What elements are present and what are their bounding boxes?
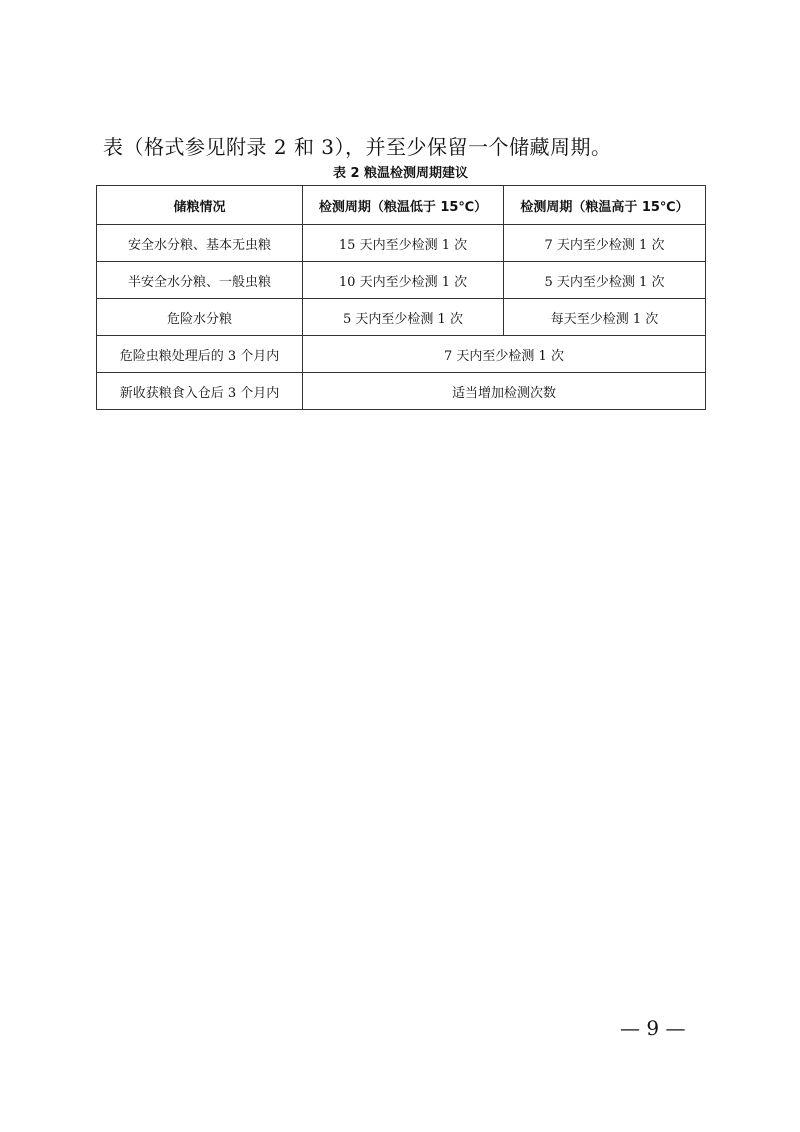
- table-row: [97, 262, 706, 299]
- table-caption: 表 2 粮温检测周期建议: [332, 166, 469, 181]
- table-row: [97, 336, 706, 373]
- storage-condition-cell: 新收获粮食入仓后 3 个月内: [97, 373, 303, 410]
- cycle-above-15c-cell: 5 天内至少检测 1 次: [504, 262, 706, 299]
- storage-condition-cell: 安全水分粮、基本无虫粮: [97, 225, 303, 262]
- cycle-above-15c-cell: 7 天内至少检测 1 次: [504, 225, 706, 262]
- storage-condition-cell: 危险水分粮: [97, 299, 303, 336]
- header-storage-condition: 储粮情况: [97, 186, 303, 225]
- header-cycle-above-15c: 检测周期（粮温高于 15℃）: [504, 186, 706, 225]
- table-row: [97, 373, 706, 410]
- table-header-row: [97, 186, 706, 225]
- table-row: [97, 225, 706, 262]
- cycle-below-15c-cell: 10 天内至少检测 1 次: [303, 262, 504, 299]
- table-row: [97, 299, 706, 336]
- grain-temperature-table: [96, 185, 706, 410]
- cycle-below-15c-cell: 5 天内至少检测 1 次: [303, 299, 504, 336]
- body-text-line: 表（格式参见附录 2 和 3），并至少保留一个储藏周期。: [103, 135, 612, 159]
- merged-cycle-cell: 7 天内至少检测 1 次: [303, 336, 706, 373]
- storage-condition-cell: 危险虫粮处理后的 3 个月内: [97, 336, 303, 373]
- merged-cycle-cell: 适当增加检测次数: [303, 373, 706, 410]
- page-number: — 9 —: [620, 1016, 686, 1040]
- cycle-below-15c-cell: 15 天内至少检测 1 次: [303, 225, 504, 262]
- header-cycle-below-15c: 检测周期（粮温低于 15℃）: [303, 186, 504, 225]
- storage-condition-cell: 半安全水分粮、一般虫粮: [97, 262, 303, 299]
- cycle-above-15c-cell: 每天至少检测 1 次: [504, 299, 706, 336]
